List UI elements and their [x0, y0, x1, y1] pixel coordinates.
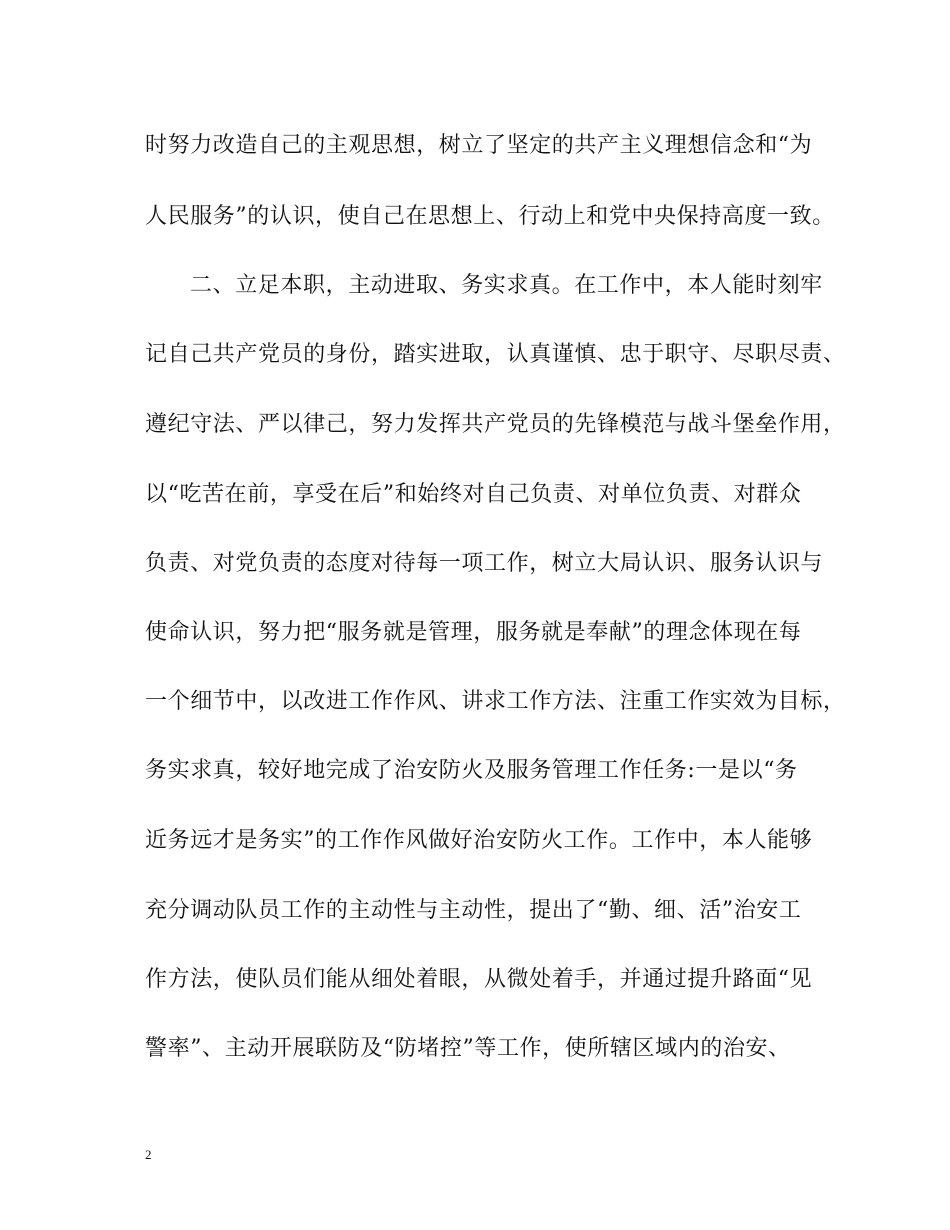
text-line: 遵纪守法、严以律己，努力发挥共产党员的先锋模范与战斗堡垒作用，	[145, 412, 846, 437]
text-line: 记自己共产党员的身份，踏实进取，认真谨慎、忠于职守、尽职尽责、	[145, 342, 846, 367]
text-line: 充分调动队员工作的主动性与主动性，提出了“勤、细、活”治安工	[145, 898, 802, 923]
paragraph-start-line: 二、立足本职，主动进取、务实求真。在工作中，本人能时刻牢	[190, 273, 823, 298]
text-line: 一个细节中，以改进工作作风、讲求工作方法、注重工作实效为目标，	[145, 689, 846, 714]
text-line: 近务远才是务实”的工作作风做好治安防火工作。工作中，本人能够	[145, 828, 813, 853]
text-line: 务实求真，较好地完成了治安防火及服务管理工作任务:一是以“务	[145, 758, 798, 783]
text-line: 作方法，使队员们能从细处着眼，从微处着手，并通过提升路面“见	[145, 967, 813, 992]
text-line: 负责、对党负责的态度对待每一项工作，树立大局认识、服务认识与	[145, 551, 824, 576]
text-line: 以“吃苦在前，享受在后”和始终对自己负责、对单位负责、对群众	[145, 482, 802, 507]
page-number: 2	[145, 1147, 152, 1162]
text-line: 警率”、主动开展联防及“防堵控”等工作，使所辖区域内的治安、	[145, 1036, 791, 1061]
text-line: 时努力改造自己的主观思想，树立了坚定的共产主义理想信念和“为	[145, 133, 813, 158]
text-line: 使命认识，努力把“服务就是管理，服务就是奉献”的理念体现在每	[145, 620, 802, 645]
text-line: 人民服务”的认识，使自己在思想上、行动上和党中央保持高度一致。	[145, 204, 835, 229]
